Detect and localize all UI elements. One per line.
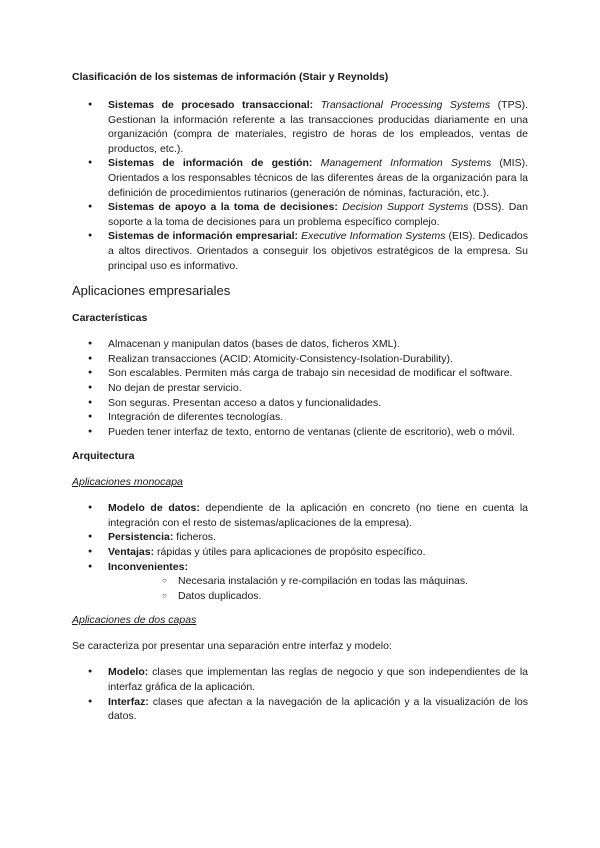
list-item: ● Son escalables. Permiten más carga de trabajo sin necesidad de modificar el software. [72,366,528,381]
sub-list-item: ○ Necesaria instalación y re-compilación en todas las máquinas. [108,574,528,589]
list-item [72,200,528,229]
list-item [72,98,528,156]
drawbacks-list [108,574,528,603]
list-item [72,530,528,545]
list-item [72,545,528,560]
item-label: Inconvenientes: [108,560,188,573]
architecture-heading: Arquitectura [72,450,135,463]
list-item: ● Pueden tener interfaz de texto, entorno de ventanas (cliente de escritorio), web o móvil. [72,425,528,440]
item-label: Ventajas: [108,546,155,559]
list-item [72,229,528,273]
item-text: (DSS). Dan soporte a la toma de decisiones para un problema específico complejo. [108,201,528,228]
item-text: (TPS). Gestionan la información referente a las transacciones producidas diariamente en una organización (compra de materiales, registro de horas de los empleados, ventas de productos, etc.). [108,99,528,155]
item-label: Sistemas de información empresarial: [108,230,299,243]
item-text: clases que afectan a la navegación de la aplicación y a la visualización de los datos. [108,695,528,723]
item-term: Decision Support Systems [342,201,469,214]
item-label: Interfaz: [108,695,149,708]
twolayer-intro: Se caracteriza por presentar una separación entre interfaz y modelo: [72,640,392,653]
page-title: Clasificación de los sistemas de información (Stair y Reynolds) [72,71,389,83]
item-label: Sistemas de información de gestión: [108,157,313,170]
item-text: dependiente de la aplicación en concreto (no tiene en cuenta la integración con el resto de sistemas/aplicaciones de la empresa). [108,502,529,529]
list-item [72,501,528,530]
item-term: Management Information Systems [320,157,492,170]
monolayer-list [72,501,528,603]
twolayer-list [72,665,528,723]
list-item: ● No dejan de prestar servicio. [72,381,528,396]
list-item [72,665,528,694]
item-term: Executive Information Systems [301,230,446,243]
item-label: Persistencia: [108,531,174,544]
item-text: (EIS). Dedicados a altos directivos. Orientados a conseguir los objetivos estratégicos de la empresa. Su principal uso es informativo. [108,230,528,272]
item-text: clases que implementan las reglas de negocio y que son independientes de la interfaz gráfica de la aplicación. [108,666,528,694]
list-item: ● Almacenan y manipulan datos (bases de datos, ficheros XML). [72,337,528,352]
item-term: Transactional Processing Systems [320,99,491,111]
twolayer-heading: Aplicaciones de dos capas [72,614,197,627]
item-text: ficheros. [173,531,216,544]
item-label: Modelo: [108,666,149,679]
list-item: ● Integración de diferentes tecnologías. [72,410,528,425]
item-label: Sistemas de procesado transaccional: [108,99,314,111]
item-label: Modelo de datos: [108,502,200,515]
list-item: ● Son seguras. Presentan acceso a datos y funcionalidades. [72,396,528,411]
item-text: rápidas y útiles para aplicaciones de propósito específico. [154,546,426,559]
systems-list [72,98,528,273]
features-heading: Características [72,312,148,325]
enterprise-heading: Aplicaciones empresariales [72,283,231,299]
item-text: (MIS). Orientados a los responsables técnicos de las diferentes áreas de la organización para la definición de procedimientos rutinarios (generación de nóminas, facturación, etc.). [108,157,529,199]
list-item: ● Realizan transacciones (ACID: Atomicity-Consistency-Isolation-Durability). [72,352,528,367]
sub-list-item: ○ Datos duplicados. [108,589,528,604]
features-list [72,337,528,439]
list-item [72,156,528,200]
list-item [72,695,528,724]
list-item [72,560,528,604]
item-label: Sistemas de apoyo a la toma de decisiones: [108,201,338,214]
monolayer-heading: Aplicaciones monocapa [72,476,183,489]
